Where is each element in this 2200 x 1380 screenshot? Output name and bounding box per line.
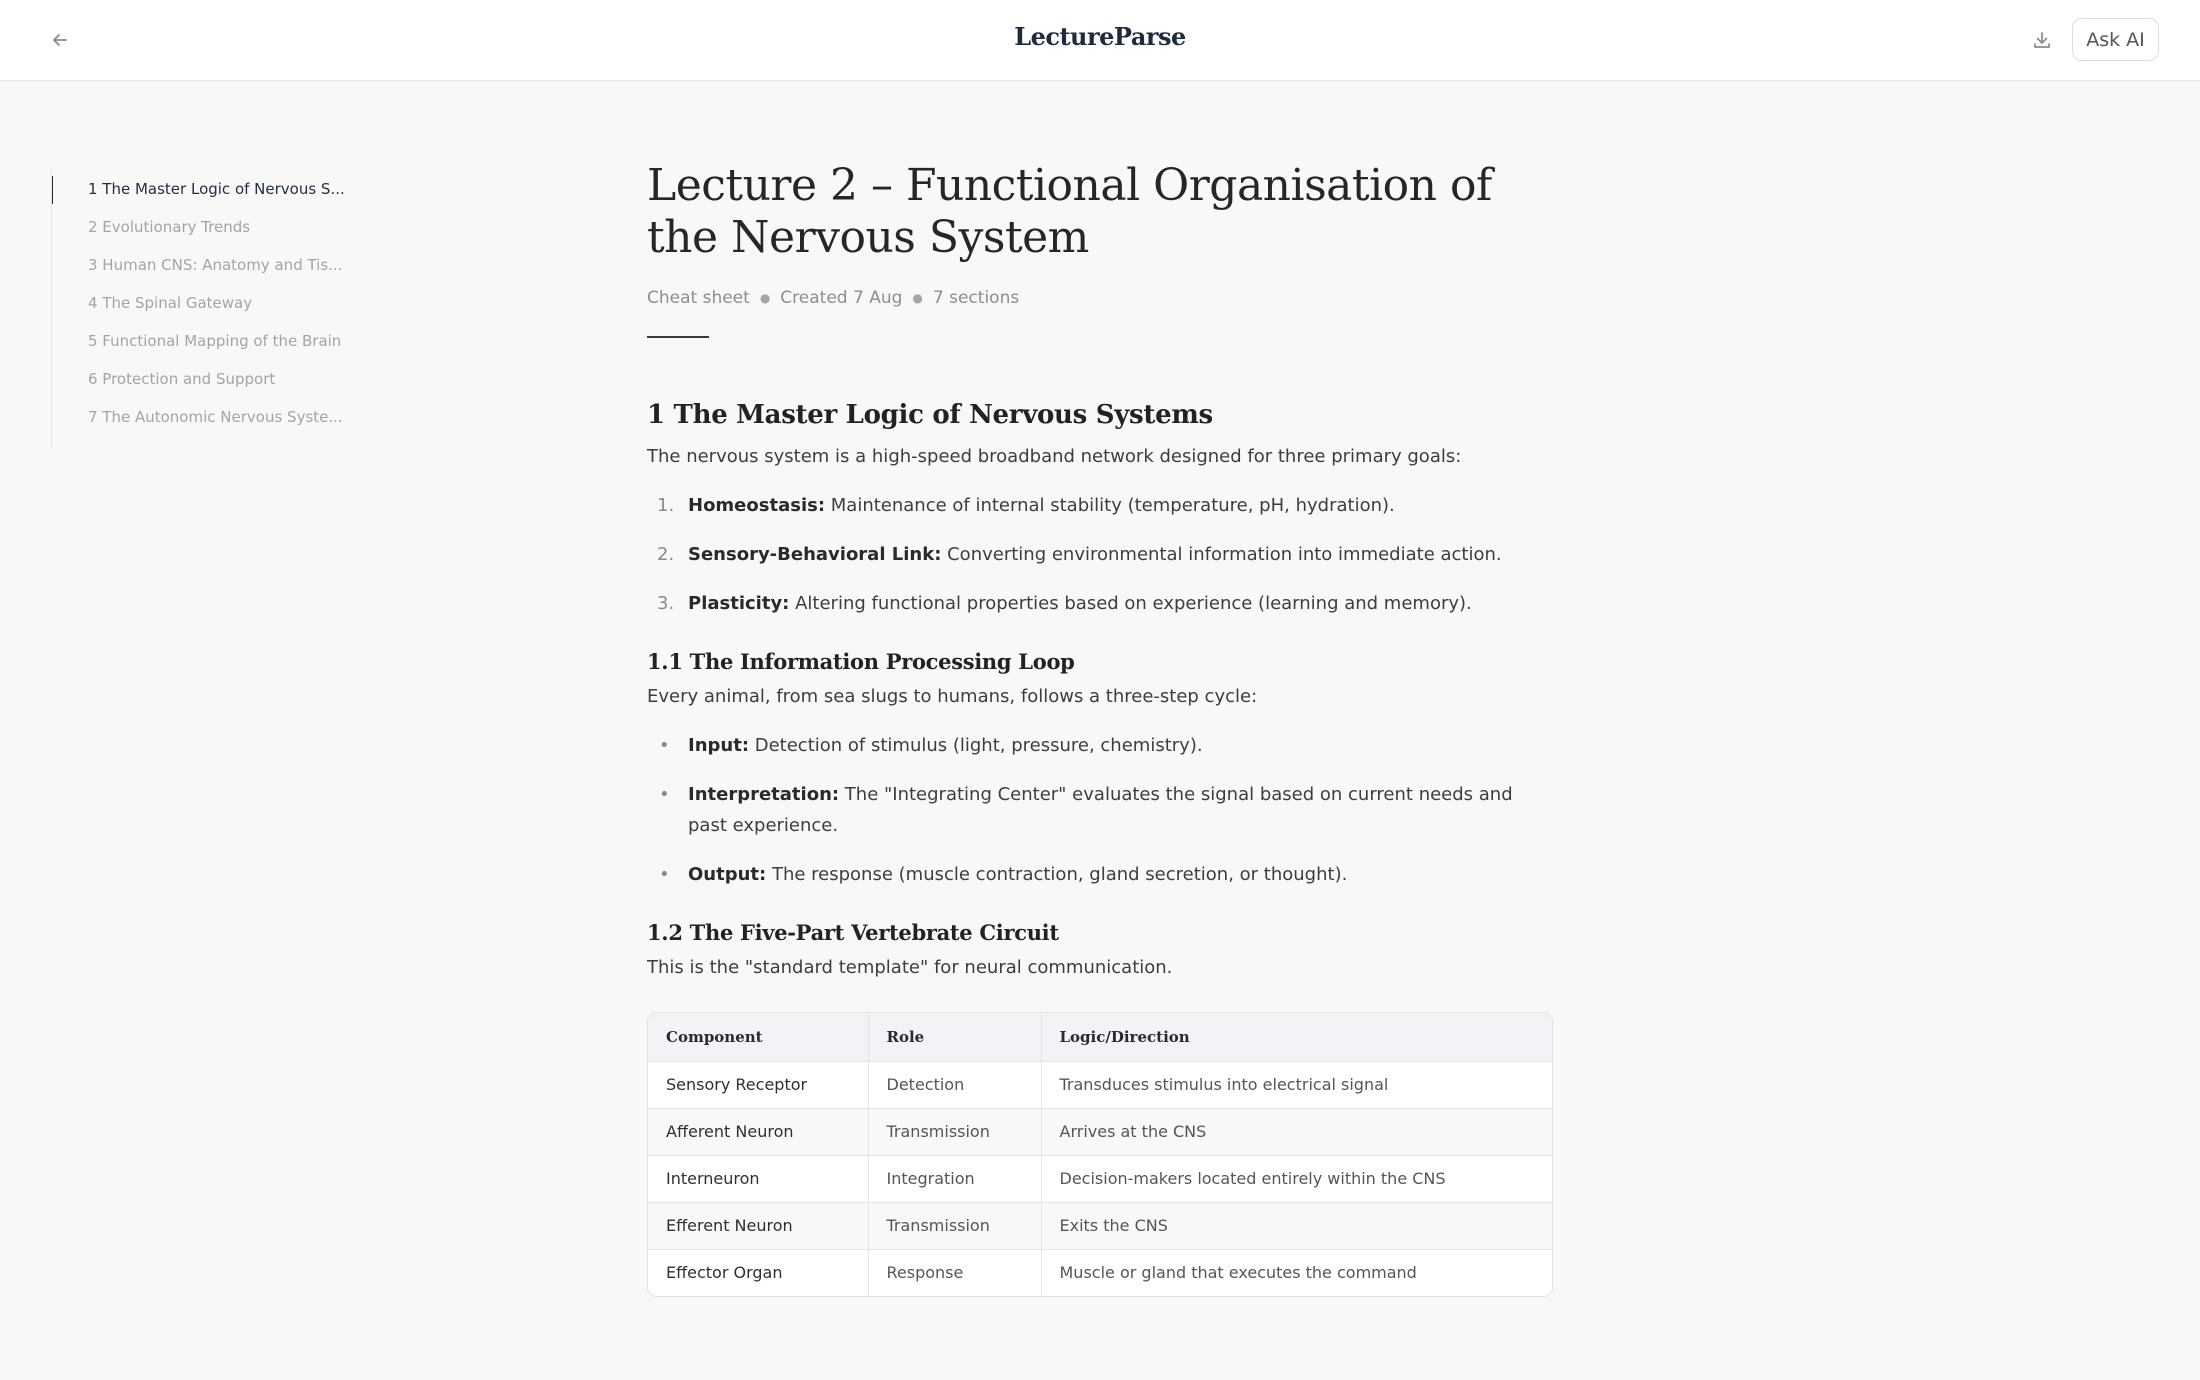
- meta-created: Created 7 Aug: [780, 288, 903, 308]
- table-cell: Transmission: [868, 1202, 1041, 1249]
- toc-item-1[interactable]: 1 The Master Logic of Nervous S...: [52, 176, 351, 214]
- subsection-heading: 1.1 The Information Processing Loop: [647, 649, 1075, 674]
- list-text: [688, 490, 1395, 521]
- list-item: [647, 539, 1553, 570]
- toc-item-4[interactable]: 4 The Spinal Gateway: [88, 294, 253, 312]
- toc-item-3[interactable]: 3 Human CNS: Anatomy and Tis...: [88, 256, 343, 274]
- table-row: [648, 1249, 1552, 1296]
- column-header: Role: [868, 1013, 1041, 1061]
- list-text: [688, 539, 1502, 570]
- app-header: [0, 0, 2200, 81]
- table-cell: Response: [868, 1249, 1041, 1296]
- table-cell: Effector Organ: [648, 1249, 868, 1296]
- list-desc: Detection of stimulus (light, pressure, chemistry).: [749, 735, 1203, 756]
- toc-item-2[interactable]: 2 Evolutionary Trends: [88, 218, 251, 236]
- page-title: Lecture 2 – Functional Organisation of the Nervous System: [647, 160, 1492, 263]
- bullet: •: [659, 784, 670, 805]
- list-term: Plasticity:: [688, 593, 790, 614]
- table-header-row: [648, 1013, 1552, 1061]
- list-text: [688, 588, 1472, 619]
- steps-list: [647, 730, 1553, 890]
- table-cell: Exits the CNS: [1041, 1202, 1552, 1249]
- download-button[interactable]: [2024, 22, 2060, 58]
- table-cell: Transduces stimulus into electrical signal: [1041, 1061, 1552, 1108]
- section-heading: 1 The Master Logic of Nervous Systems: [647, 400, 1213, 430]
- bullet: •: [659, 864, 670, 885]
- list-item: [647, 490, 1553, 521]
- subsection-intro: Every animal, from sea slugs to humans, follows a three-step cycle:: [647, 686, 1258, 707]
- list-number: 3.: [657, 593, 675, 614]
- subsection-heading: 1.2 The Five-Part Vertebrate Circuit: [647, 920, 1059, 945]
- list-text: [688, 859, 1553, 890]
- table-cell: Afferent Neuron: [648, 1108, 868, 1155]
- list-desc: The "Integrating Center" evaluates the signal based on current needs and past experience.: [688, 784, 1513, 836]
- list-desc: Converting environmental information into immediate action.: [941, 544, 1502, 565]
- list-number: 2.: [657, 544, 675, 565]
- table-cell: Transmission: [868, 1108, 1041, 1155]
- list-text: [688, 730, 1553, 761]
- table-cell: Efferent Neuron: [648, 1202, 868, 1249]
- table-cell: Arrives at the CNS: [1041, 1108, 1552, 1155]
- list-desc: The response (muscle contraction, gland secretion, or thought).: [766, 864, 1348, 885]
- table-cell: Interneuron: [648, 1155, 868, 1202]
- toc-item-6[interactable]: 6 Protection and Support: [88, 370, 276, 388]
- list-term: Input:: [688, 735, 750, 756]
- download-icon: [2031, 29, 2053, 51]
- list-term: Interpretation:: [688, 784, 840, 805]
- meta-separator: ●: [759, 291, 771, 305]
- table-of-contents: [51, 170, 351, 448]
- list-item: [647, 588, 1553, 619]
- column-header: Component: [648, 1013, 868, 1061]
- list-item: [647, 779, 1553, 841]
- list-item: [647, 859, 1553, 890]
- table-row: [648, 1061, 1552, 1108]
- list-number: 1.: [657, 495, 675, 516]
- table-row: [648, 1202, 1552, 1249]
- table-cell: Integration: [868, 1155, 1041, 1202]
- list-term: Output:: [688, 864, 767, 885]
- table-cell: Decision-makers located entirely within the CNS: [1041, 1155, 1552, 1202]
- table-cell: Detection: [868, 1061, 1041, 1108]
- column-header: Logic/Direction: [1041, 1013, 1552, 1061]
- meta-separator: ●: [912, 291, 923, 305]
- list-item: [647, 730, 1553, 761]
- goals-list: [647, 490, 1553, 619]
- list-term: Homeostasis:: [688, 495, 826, 516]
- toc-item-7[interactable]: 7 The Autonomic Nervous Syste...: [88, 408, 343, 426]
- app-logo: LectureParse: [1014, 22, 1186, 51]
- meta-type: Cheat sheet: [647, 288, 750, 308]
- table-row: [648, 1108, 1552, 1155]
- document-meta: [647, 288, 1553, 308]
- section-intro: The nervous system is a high-speed broadband network designed for three primary goals:: [647, 446, 1462, 467]
- table-cell: Muscle or gland that executes the command: [1059, 1263, 1417, 1283]
- circuit-table: [647, 1012, 1553, 1297]
- meta-sections: 7 sections: [932, 288, 1020, 308]
- list-term: Sensory-Behavioral Link:: [688, 544, 942, 565]
- table-cell: Sensory Receptor: [648, 1061, 868, 1108]
- table-row: [648, 1155, 1552, 1202]
- subsection-intro: This is the "standard template" for neural communication.: [647, 957, 1173, 978]
- table: [648, 1013, 1552, 1296]
- bullet: •: [659, 735, 670, 756]
- document-body: [647, 160, 1553, 1297]
- ask-ai-button[interactable]: Ask AI: [2072, 18, 2159, 61]
- list-desc: Altering functional properties based on experience (learning and memory).: [789, 593, 1472, 614]
- title-divider: [647, 336, 709, 338]
- list-text: [688, 779, 1553, 841]
- toc-item-5[interactable]: 5 Functional Mapping of the Brain: [88, 332, 342, 350]
- list-desc: Maintenance of internal stability (temperature, pH, hydration).: [825, 495, 1395, 516]
